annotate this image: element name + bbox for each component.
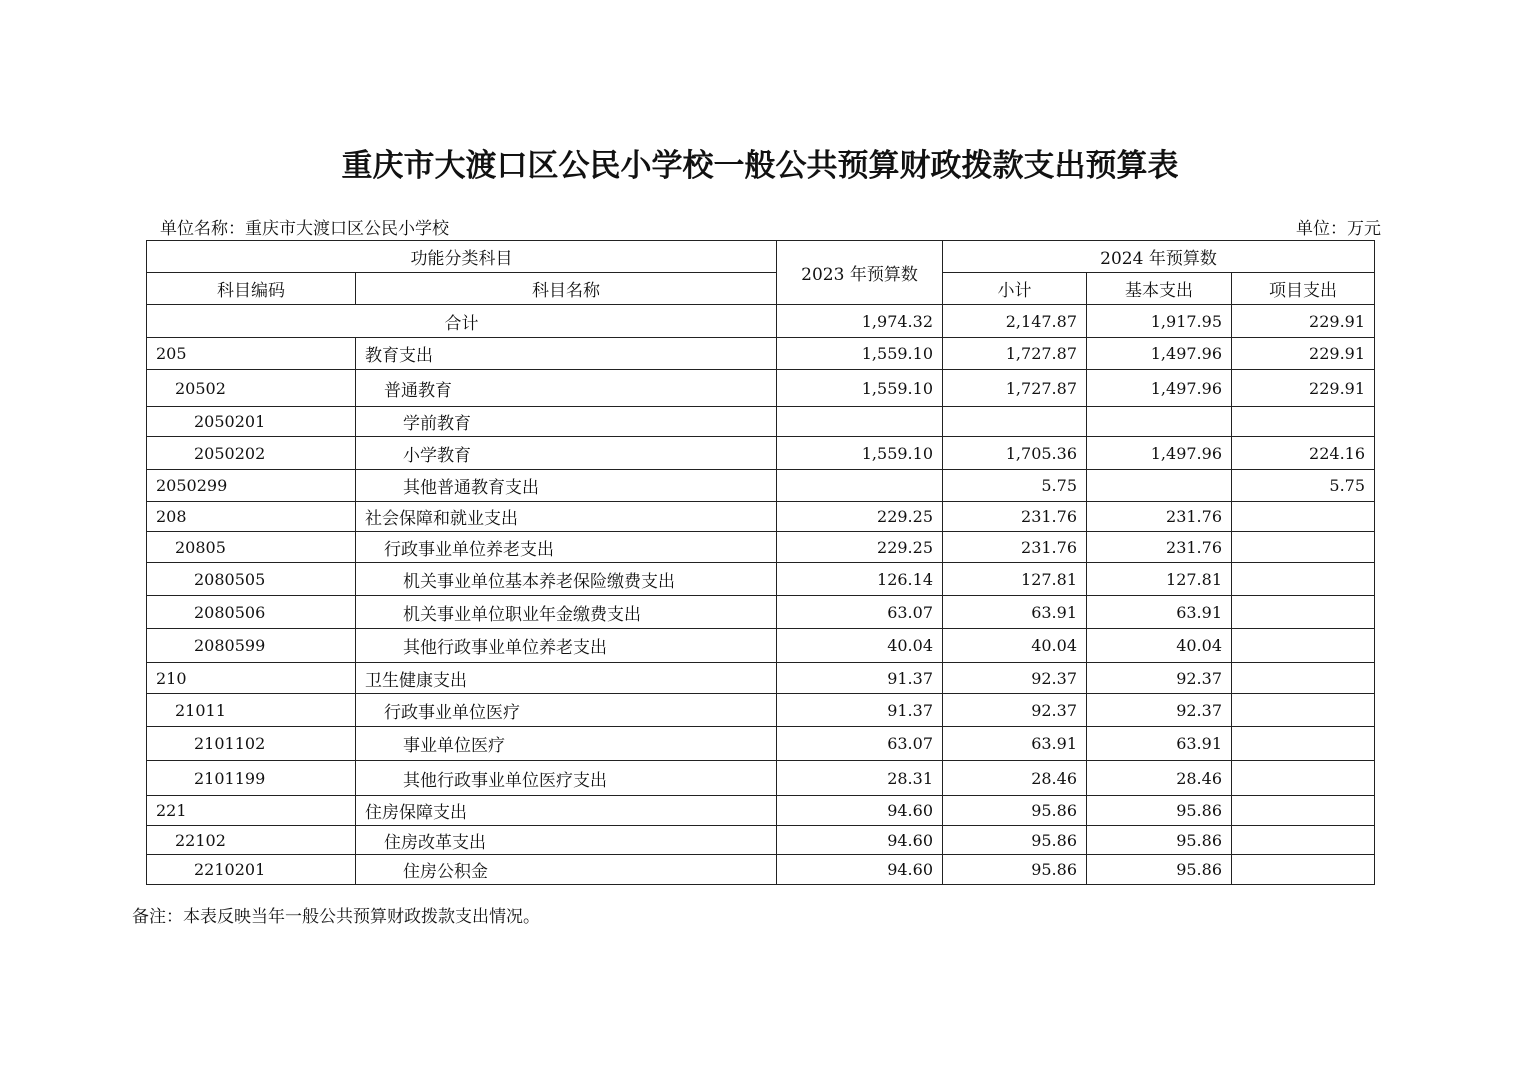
row-name: 住房保障支出 bbox=[356, 796, 777, 826]
row-code: 2080505 bbox=[147, 563, 356, 596]
row-code: 208 bbox=[147, 502, 356, 532]
table-row bbox=[147, 796, 1375, 826]
table-row bbox=[147, 470, 1375, 502]
row-basic bbox=[1087, 470, 1232, 502]
row-subtotal: 95.86 bbox=[943, 855, 1087, 885]
row-code: 20805 bbox=[147, 532, 356, 563]
row-subtotal: 95.86 bbox=[943, 796, 1087, 826]
row-code: 2101199 bbox=[147, 761, 356, 796]
row-2023: 229.25 bbox=[777, 502, 943, 532]
budget-table bbox=[146, 240, 1375, 885]
table-row bbox=[147, 596, 1375, 629]
row-subtotal: 92.37 bbox=[943, 694, 1087, 727]
row-basic: 95.86 bbox=[1087, 796, 1232, 826]
row-project: 229.91 bbox=[1232, 338, 1375, 370]
table-row bbox=[147, 826, 1375, 855]
row-basic: 127.81 bbox=[1087, 563, 1232, 596]
row-code: 2101102 bbox=[147, 727, 356, 761]
row-project bbox=[1232, 502, 1375, 532]
table-row bbox=[147, 532, 1375, 563]
row-subtotal: 127.81 bbox=[943, 563, 1087, 596]
row-name: 其他行政事业单位医疗支出 bbox=[356, 761, 777, 796]
row-basic: 1,497.96 bbox=[1087, 338, 1232, 370]
row-subtotal bbox=[943, 407, 1087, 437]
row-basic: 28.46 bbox=[1087, 761, 1232, 796]
row-project bbox=[1232, 629, 1375, 663]
row-code: 20502 bbox=[147, 370, 356, 407]
table-row bbox=[147, 694, 1375, 727]
budget-2023-header: 2023 年预算数 bbox=[777, 241, 943, 305]
row-code: 2210201 bbox=[147, 855, 356, 885]
row-name: 机关事业单位职业年金缴费支出 bbox=[356, 596, 777, 629]
header-row-1 bbox=[147, 241, 1375, 273]
row-subtotal: 231.76 bbox=[943, 502, 1087, 532]
row-subtotal: 1,705.36 bbox=[943, 437, 1087, 470]
row-basic: 63.91 bbox=[1087, 596, 1232, 629]
project-header: 项目支出 bbox=[1232, 273, 1375, 305]
row-code: 205 bbox=[147, 338, 356, 370]
row-basic: 95.86 bbox=[1087, 826, 1232, 855]
row-basic: 1,497.96 bbox=[1087, 370, 1232, 407]
row-code: 2050202 bbox=[147, 437, 356, 470]
name-header: 科目名称 bbox=[356, 273, 777, 305]
footnote: 备注：本表反映当年一般公共预算财政拨款支出情况。 bbox=[132, 907, 540, 927]
row-name: 社会保障和就业支出 bbox=[356, 502, 777, 532]
row-code: 22102 bbox=[147, 826, 356, 855]
row-2023: 1,559.10 bbox=[777, 370, 943, 407]
row-2023: 94.60 bbox=[777, 796, 943, 826]
table-row bbox=[147, 727, 1375, 761]
row-2023: 28.31 bbox=[777, 761, 943, 796]
row-subtotal: 28.46 bbox=[943, 761, 1087, 796]
row-name: 行政事业单位养老支出 bbox=[356, 532, 777, 563]
row-basic: 231.76 bbox=[1087, 532, 1232, 563]
budget-2024-header: 2024 年预算数 bbox=[943, 241, 1375, 273]
row-2023: 1,559.10 bbox=[777, 437, 943, 470]
row-subtotal: 63.91 bbox=[943, 596, 1087, 629]
row-subtotal: 95.86 bbox=[943, 826, 1087, 855]
total-subtotal: 2,147.87 bbox=[943, 305, 1087, 338]
row-2023: 91.37 bbox=[777, 663, 943, 694]
row-name: 机关事业单位基本养老保险缴费支出 bbox=[356, 563, 777, 596]
table-row bbox=[147, 338, 1375, 370]
row-name: 行政事业单位医疗 bbox=[356, 694, 777, 727]
row-basic: 231.76 bbox=[1087, 502, 1232, 532]
row-subtotal: 1,727.87 bbox=[943, 338, 1087, 370]
basic-header: 基本支出 bbox=[1087, 273, 1232, 305]
unit-label: 单位：万元 bbox=[1296, 219, 1381, 239]
total-2023: 1,974.32 bbox=[777, 305, 943, 338]
total-row bbox=[147, 305, 1375, 338]
row-name: 事业单位医疗 bbox=[356, 727, 777, 761]
row-project bbox=[1232, 855, 1375, 885]
row-project bbox=[1232, 761, 1375, 796]
row-project: 5.75 bbox=[1232, 470, 1375, 502]
table-row bbox=[147, 761, 1375, 796]
row-2023: 94.60 bbox=[777, 855, 943, 885]
row-subtotal: 5.75 bbox=[943, 470, 1087, 502]
row-subtotal: 63.91 bbox=[943, 727, 1087, 761]
unit-name-label: 单位名称：重庆市大渡口区公民小学校 bbox=[160, 219, 449, 239]
row-code: 210 bbox=[147, 663, 356, 694]
row-project: 229.91 bbox=[1232, 370, 1375, 407]
table-row bbox=[147, 370, 1375, 407]
row-code: 2050299 bbox=[147, 470, 356, 502]
table-row bbox=[147, 663, 1375, 694]
row-code: 2080599 bbox=[147, 629, 356, 663]
row-subtotal: 92.37 bbox=[943, 663, 1087, 694]
row-2023: 63.07 bbox=[777, 727, 943, 761]
subtotal-header: 小计 bbox=[943, 273, 1087, 305]
row-2023: 229.25 bbox=[777, 532, 943, 563]
row-name: 住房公积金 bbox=[356, 855, 777, 885]
row-name: 住房改革支出 bbox=[356, 826, 777, 855]
page-title: 重庆市大渡口区公民小学校一般公共预算财政拨款支出预算表 bbox=[341, 148, 1179, 184]
row-project bbox=[1232, 407, 1375, 437]
row-subtotal: 231.76 bbox=[943, 532, 1087, 563]
row-code: 2050201 bbox=[147, 407, 356, 437]
row-code: 221 bbox=[147, 796, 356, 826]
row-2023: 1,559.10 bbox=[777, 338, 943, 370]
row-2023: 94.60 bbox=[777, 826, 943, 855]
row-name: 其他普通教育支出 bbox=[356, 470, 777, 502]
row-project bbox=[1232, 796, 1375, 826]
table-row bbox=[147, 855, 1375, 885]
row-basic: 1,497.96 bbox=[1087, 437, 1232, 470]
table-row bbox=[147, 502, 1375, 532]
row-2023 bbox=[777, 470, 943, 502]
table-row bbox=[147, 437, 1375, 470]
row-project bbox=[1232, 727, 1375, 761]
row-subtotal: 40.04 bbox=[943, 629, 1087, 663]
row-project bbox=[1232, 596, 1375, 629]
row-name: 学前教育 bbox=[356, 407, 777, 437]
row-2023 bbox=[777, 407, 943, 437]
table-row bbox=[147, 407, 1375, 437]
row-project bbox=[1232, 532, 1375, 563]
row-basic: 63.91 bbox=[1087, 727, 1232, 761]
row-2023: 126.14 bbox=[777, 563, 943, 596]
row-2023: 91.37 bbox=[777, 694, 943, 727]
row-2023: 40.04 bbox=[777, 629, 943, 663]
table-row bbox=[147, 629, 1375, 663]
row-basic bbox=[1087, 407, 1232, 437]
row-name: 小学教育 bbox=[356, 437, 777, 470]
row-project: 224.16 bbox=[1232, 437, 1375, 470]
header-row-2 bbox=[147, 273, 1375, 305]
row-subtotal: 1,727.87 bbox=[943, 370, 1087, 407]
row-basic: 95.86 bbox=[1087, 855, 1232, 885]
total-project: 229.91 bbox=[1232, 305, 1375, 338]
row-basic: 40.04 bbox=[1087, 629, 1232, 663]
row-project bbox=[1232, 663, 1375, 694]
row-project bbox=[1232, 826, 1375, 855]
table-row bbox=[147, 563, 1375, 596]
row-name: 教育支出 bbox=[356, 338, 777, 370]
row-basic: 92.37 bbox=[1087, 694, 1232, 727]
row-name: 普通教育 bbox=[356, 370, 777, 407]
row-basic: 92.37 bbox=[1087, 663, 1232, 694]
row-name: 其他行政事业单位养老支出 bbox=[356, 629, 777, 663]
func-class-header: 功能分类科目 bbox=[147, 241, 777, 273]
row-code: 2080506 bbox=[147, 596, 356, 629]
row-project bbox=[1232, 694, 1375, 727]
total-basic: 1,917.95 bbox=[1087, 305, 1232, 338]
row-project bbox=[1232, 563, 1375, 596]
row-code: 21011 bbox=[147, 694, 356, 727]
code-header: 科目编码 bbox=[147, 273, 356, 305]
row-name: 卫生健康支出 bbox=[356, 663, 777, 694]
total-label: 合计 bbox=[147, 305, 777, 338]
row-2023: 63.07 bbox=[777, 596, 943, 629]
